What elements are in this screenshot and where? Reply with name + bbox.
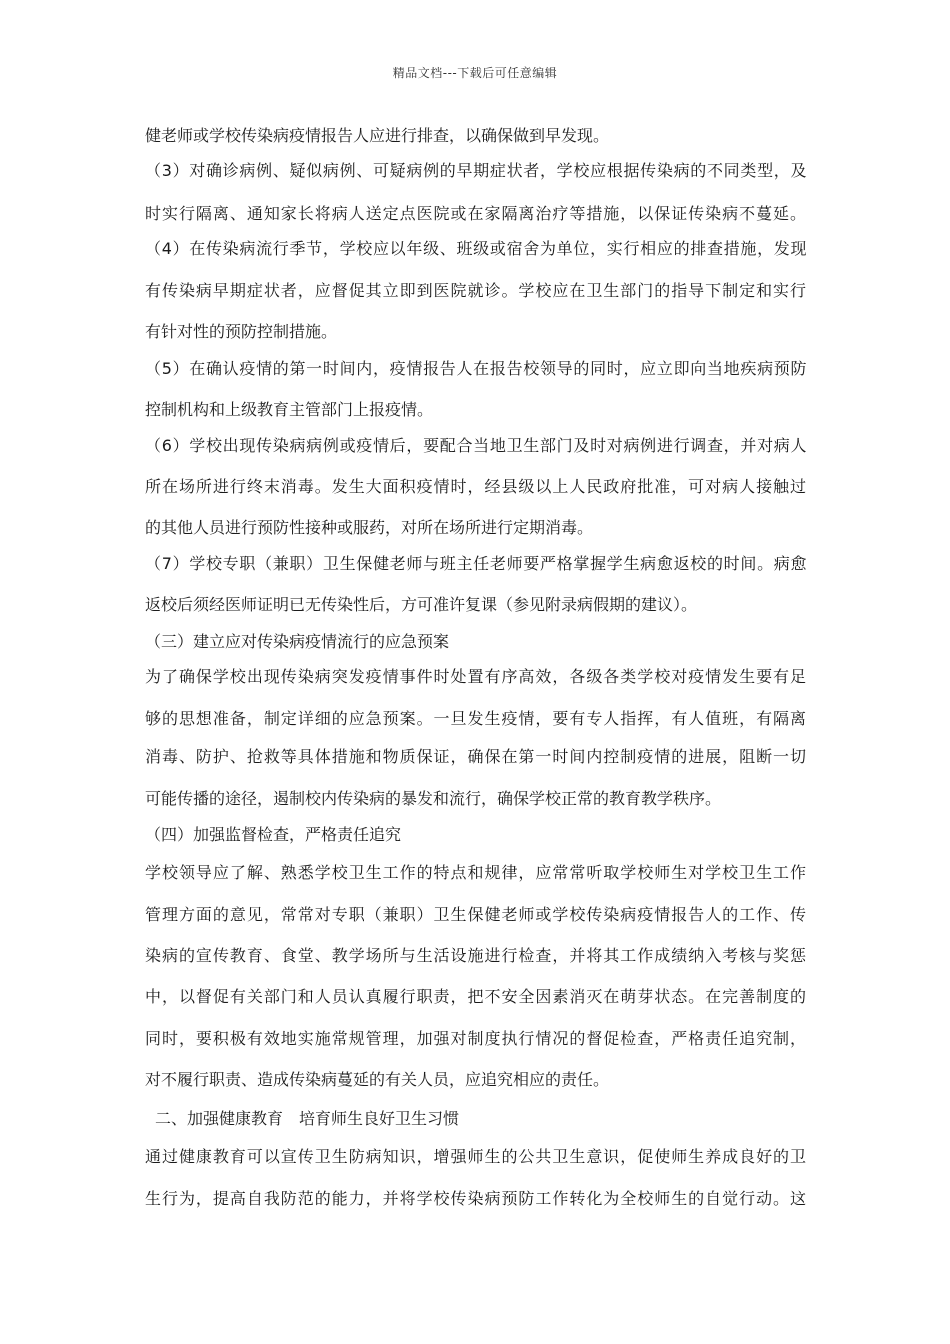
paragraph-line: （4）在传染病流行季节，学校应以年级、班级或宿舍为单位，实行相应的排查措施，发现 <box>145 239 808 258</box>
paragraph-line: 为了确保学校出现传染病突发疫情事件时处置有序高效，各级各类学校对疫情发生要有足 <box>145 667 807 686</box>
paragraph-line: 中，以督促有关部门和人员认真履行职责，把不安全因素消灭在萌芽状态。在完善制度的 <box>145 987 807 1006</box>
paragraph-line: （3）对确诊病例、疑似病例、可疑病例的早期症状者，学校应根据传染病的不同类型，及 <box>145 161 808 180</box>
paragraph-line: （6）学校出现传染病病例或疫情后，要配合当地卫生部门及时对病例进行调查，并对病人 <box>145 436 808 455</box>
section-heading: （四）加强监督检查，严格责任追究 <box>145 825 402 844</box>
paragraph-line: 有针对性的预防控制措施。 <box>145 322 338 341</box>
paragraph-line: 生行为，提高自我防范的能力，并将学校传染病预防工作转化为全校师生的自觉行动。这 <box>145 1189 807 1208</box>
paragraph-line: 学校领导应了解、熟悉学校卫生工作的特点和规律，应常常听取学校师生对学校卫生工作 <box>145 863 807 882</box>
paragraph-line: 健老师或学校传染病疫情报告人应进行排查，以确保做到早发现。 <box>145 126 610 145</box>
paragraph-line: （7）学校专职（兼职）卫生保健老师与班主任老师要严格掌握学生病愈返校的时间。病愈 <box>145 554 808 573</box>
paragraph-line: 时实行隔离、通知家长将病人送定点医院或在家隔离治疗等措施，以保证传染病不蔓延。 <box>145 204 807 223</box>
paragraph-line: 消毒、防护、抢救等具体措施和物质保证，确保在第一时间内控制疫情的进展，阻断一切 <box>145 747 807 766</box>
paragraph-line: 通过健康教育可以宣传卫生防病知识，增强师生的公共卫生意识，促使师生养成良好的卫 <box>145 1147 807 1166</box>
paragraph-line: 所在场所进行终末消毒。发生大面积疫情时，经县级以上人民政府批准，可对病人接触过 <box>145 477 807 496</box>
paragraph-line: 的其他人员进行预防性接种或服药，对所在场所进行定期消毒。 <box>145 518 594 537</box>
page-header: 精品文档---下载后可任意编辑 <box>392 66 558 80</box>
paragraph-line: 返校后须经医师证明已无传染性后，方可准许复课（参见附录病假期的建议）。 <box>145 595 698 614</box>
paragraph-line: 对不履行职责、造成传染病蔓延的有关人员，应追究相应的责任。 <box>145 1070 610 1089</box>
paragraph-line: 染病的宣传教育、食堂、教学场所与生活设施进行检查，并将其工作成绩纳入考核与奖惩 <box>145 946 807 965</box>
section-heading: 二、加强健康教育 培育师生良好卫生习惯 <box>155 1109 460 1128</box>
paragraph-line: 管理方面的意见，常常对专职（兼职）卫生保健老师或学校传染病疫情报告人的工作、传 <box>145 905 807 924</box>
section-heading: （三）建立应对传染病疫情流行的应急预案 <box>145 632 450 651</box>
paragraph-line: 可能传播的途径，遏制校内传染病的暴发和流行，确保学校正常的教育教学秩序。 <box>145 789 722 808</box>
paragraph-line: （5）在确认疫情的第一时间内，疫情报告人在报告校领导的同时，应立即向当地疾病预防 <box>145 359 808 378</box>
paragraph-line: 控制机构和上级教育主管部门上报疫情。 <box>145 400 434 419</box>
paragraph-line: 有传染病早期症状者，应督促其立即到医院就诊。学校应在卫生部门的指导下制定和实行 <box>145 281 807 300</box>
paragraph-line: 同时，要积极有效地实施常规管理，加强对制度执行情况的督促检查，严格责任追究制， <box>145 1029 807 1048</box>
paragraph-line: 够的思想准备，制定详细的应急预案。一旦发生疫情，要有专人指挥，有人值班，有隔离 <box>145 709 807 728</box>
